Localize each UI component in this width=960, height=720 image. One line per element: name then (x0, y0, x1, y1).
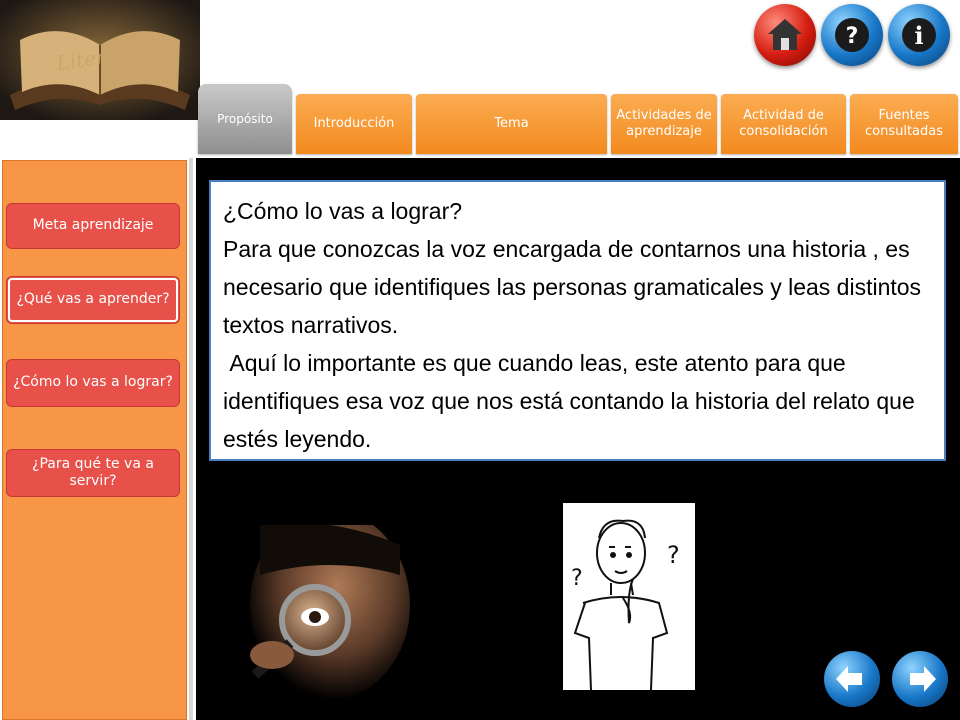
svg-text:?: ? (667, 541, 680, 569)
next-button[interactable] (892, 651, 948, 707)
svg-text:?: ? (845, 24, 859, 49)
home-button[interactable] (754, 4, 816, 66)
svg-text:?: ? (571, 566, 583, 591)
question-icon (821, 4, 883, 66)
info-button[interactable] (888, 4, 950, 66)
sidebar-item-meta-aprendizaje[interactable]: Meta aprendizaje (6, 203, 180, 249)
content-paragraph-1: Para que conozcas la voz encargada de contarnos una historia , es necesario que identifiques las personas gramaticales y leas distintos textos narrativos. (223, 236, 922, 338)
content-heading: ¿Cómo lo vas a lograr? (223, 198, 463, 224)
arrow-left-icon (824, 651, 880, 707)
info-icon (888, 4, 950, 66)
content-text-box (209, 180, 946, 461)
magnifying-glass-image (230, 525, 420, 705)
tab-introduccion[interactable]: Introducción (296, 94, 412, 154)
sidebar-item-como-lo-vas-a-lograr[interactable]: ¿Cómo lo vas a lograr? (6, 359, 180, 407)
thinking-person-image (563, 503, 695, 690)
tab-fuentes-consultadas[interactable]: Fuentes consultadas (850, 94, 958, 154)
tab-actividades-aprendizaje[interactable]: Actividades de aprendizaje (611, 94, 717, 154)
previous-button[interactable] (824, 651, 880, 707)
svg-text:i: i (914, 21, 924, 50)
tab-actividad-consolidacion[interactable]: Actividad de consolidación (721, 94, 846, 154)
tab-tema[interactable]: Tema (416, 94, 607, 154)
sidebar-divider (189, 158, 193, 720)
logo-text: Literatura (54, 36, 161, 76)
home-icon (754, 4, 816, 66)
sidebar-item-para-que-te-va-a-servir[interactable]: ¿Para qué te va a servir? (6, 449, 180, 497)
content-paragraph-2: Aquí lo importante es que cuando leas, este atento para que identifiques esa voz que nos está contando la historia del relato que estés leyendo. (223, 350, 922, 452)
arrow-right-icon (892, 651, 948, 707)
literatura-logo (0, 0, 200, 120)
sidebar-item-que-vas-a-aprender[interactable]: ¿Qué vas a aprender? (6, 276, 180, 324)
tab-proposito[interactable]: Propósito (198, 84, 292, 154)
help-button[interactable] (821, 4, 883, 66)
